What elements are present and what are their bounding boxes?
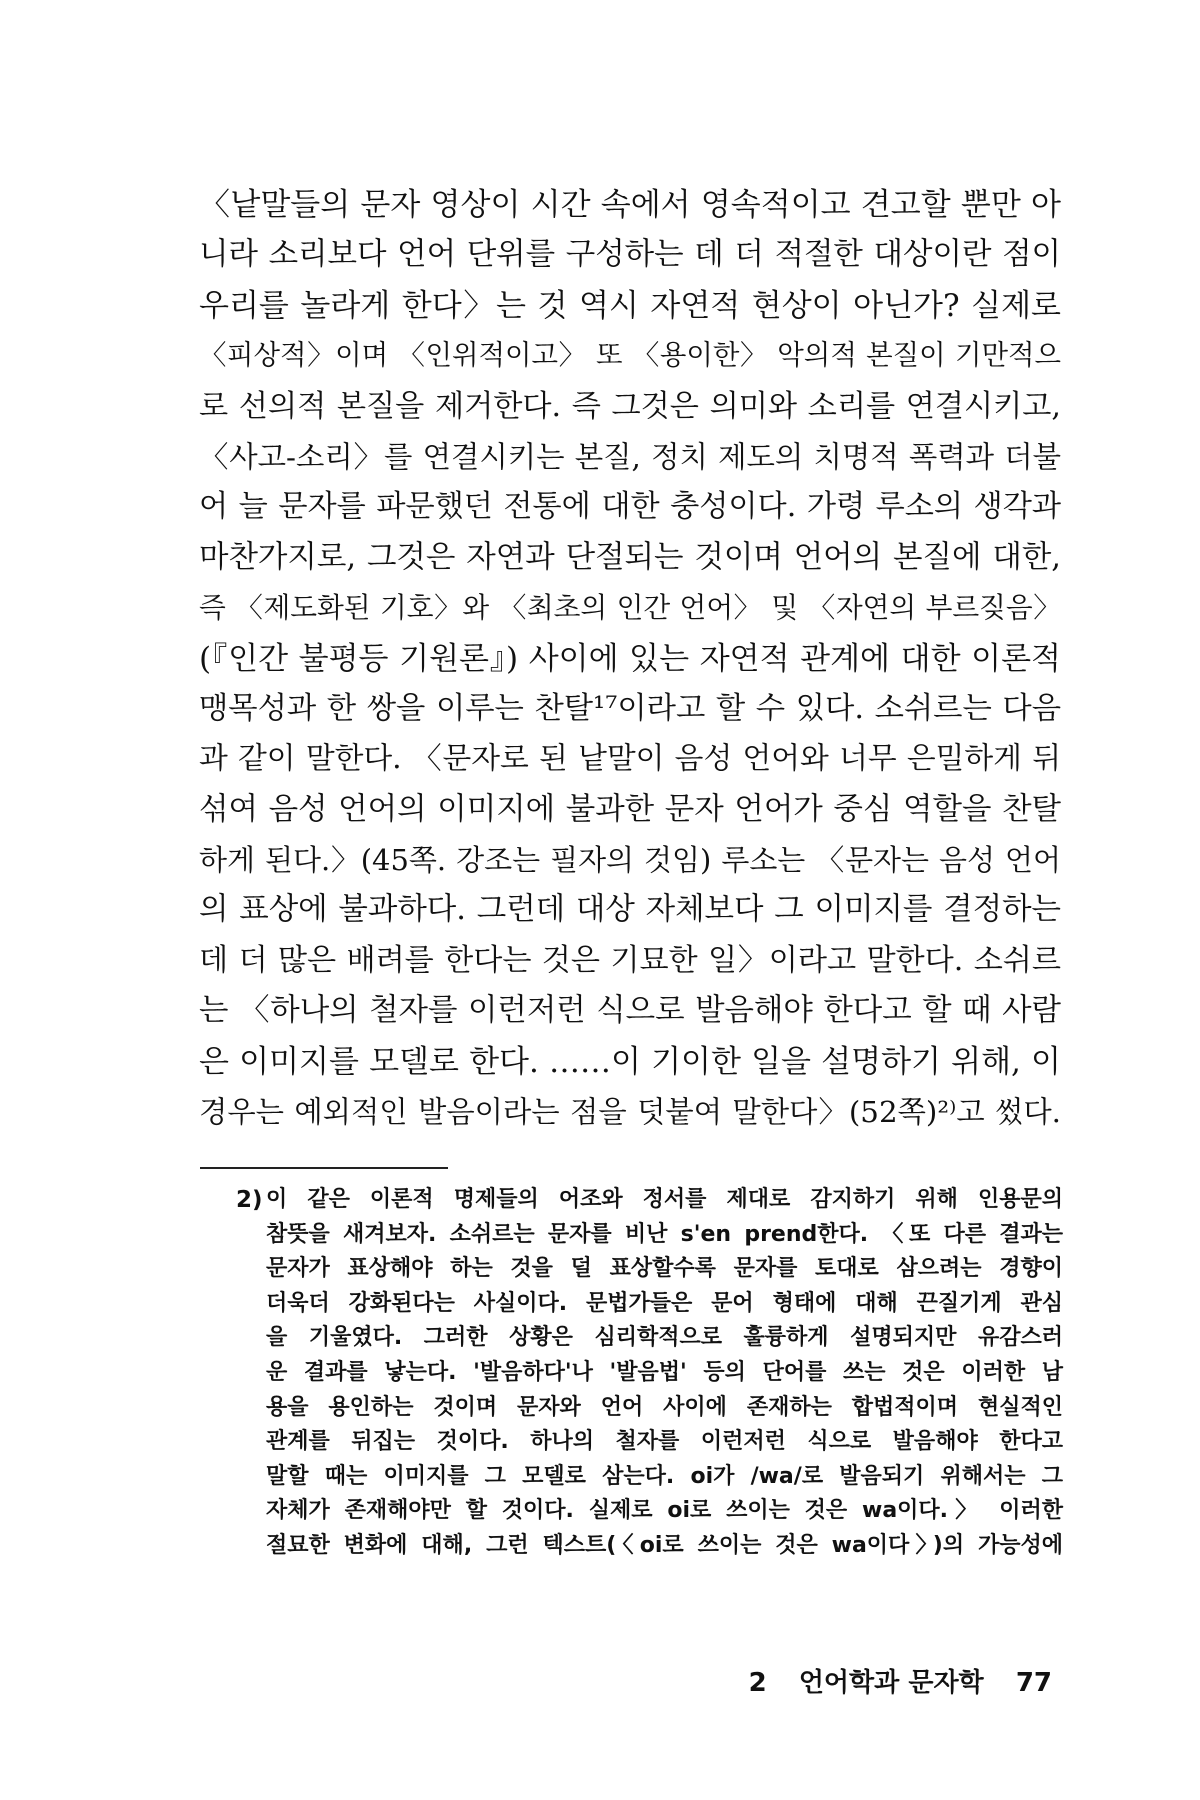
body-text xyxy=(199,180,1061,1137)
body-line: 는 〈하나의 철자를 이런저런 식으로 발음해야 한다고 할 때 사람 xyxy=(199,993,1061,1029)
footnote-line: 더욱더 강화된다는 사실이다. 문법가들은 문어 형태에 대해 끈질기게 관심 xyxy=(266,1290,1063,1316)
page-number: 77 xyxy=(1015,1668,1052,1698)
footnote-line: 운 결과를 낳는다. '발음하다'나 '발음법' 등의 단어를 쓰는 것은 이러한 남 xyxy=(266,1359,1063,1385)
body-line: 로 선의적 본질을 제거한다. 즉 그것은 의미와 소리를 연결시키고, xyxy=(199,388,1061,424)
footnote-line: 절묘한 변화에 대해, 그런 텍스트(〈oi로 쓰이는 것은 wa이다〉)의 가능성에 xyxy=(266,1532,1063,1558)
body-line: (『인간 불평등 기원론』) 사이에 있는 자연적 관계에 대한 이론적 xyxy=(199,640,1061,677)
footnote-line: 말할 때는 이미지를 그 모델로 삼는다. oi가 /wa/로 발음되기 위해서는 그 xyxy=(266,1463,1063,1489)
footnote-line: 관계를 뒤집는 것이다. 하나의 철자를 이런저런 식으로 발음해야 한다고 xyxy=(266,1429,1063,1455)
body-line: 〈사고-소리〉를 연결시키는 본질, 정치 제도의 치명적 폭력과 더불 xyxy=(199,439,1061,474)
footnote-line: 을 기울였다. 그러한 상황은 심리학적으로 훌륭하게 설명되지만 유감스러 xyxy=(266,1325,1063,1351)
running-footer xyxy=(749,1662,1052,1699)
body-line: 맹목성과 한 쌍을 이루는 찬탈¹⁷이라고 할 수 있다. 소쉬르는 다음 xyxy=(199,690,1061,726)
chapter-title: 언어학과 문자학 xyxy=(798,1668,984,1698)
footnote-line: 용을 용인하는 것이며 문자와 언어 사이에 존재하는 합법적이며 현실적인 xyxy=(266,1394,1063,1420)
body-line: 어 늘 문자를 파문했던 전통에 대한 충성이다. 가령 루소의 생각과 xyxy=(199,489,1061,525)
body-line: 마찬가지로, 그것은 자연과 단절되는 것이며 언어의 본질에 대한, xyxy=(199,539,1061,575)
body-line: 니라 소리보다 언어 단위를 구성하는 데 더 적절한 대상이란 점이 xyxy=(199,237,1061,273)
body-line: 즉 〈제도화된 기호〉와 〈최초의 인간 언어〉 및 〈자연의 부르짖음〉 xyxy=(199,591,1061,625)
body-line: 하게 된다.〉(45쪽. 강조는 필자의 것임) 루소는 〈문자는 음성 언어 xyxy=(199,843,1061,878)
body-line: 〈낱말들의 문자 영상이 시간 속에서 영속적이고 견고할 뿐만 아 xyxy=(199,187,1061,223)
body-line: 의 표상에 불과하다. 그런데 대상 자체보다 그 이미지를 결정하는 xyxy=(199,892,1061,928)
footnote-line: 문자가 표상해야 하는 것을 덜 표상할수록 문자를 토대로 삼으려는 경향이 xyxy=(266,1256,1063,1282)
footnote-line: 자체가 존재해야만 할 것이다. 실제로 oi로 쓰이는 것은 wa이다.〉 이러한 xyxy=(266,1498,1063,1524)
body-line: 경우는 예외적인 발음이라는 점을 덧붙여 말한다〉(52쪽)²⁾고 썼다. xyxy=(199,1095,1061,1130)
body-line: 우리를 놀라게 한다〉는 것 역시 자연적 현상이 아닌가? 실제로 xyxy=(199,287,1061,324)
body-line: 섞여 음성 언어의 이미지에 불과한 문자 언어가 중심 역할을 찬탈 xyxy=(199,791,1061,827)
body-line: 은 이미지를 모델로 한다. ……이 기이한 일을 설명하기 위해, 이 xyxy=(199,1043,1061,1080)
body-line: 〈피상적〉이며 〈인위적이고〉 또 〈용이한〉 악의적 본질이 기만적으 xyxy=(199,340,1061,372)
footnote-separator xyxy=(200,1167,448,1169)
body-line: 과 같이 말한다. 〈문자로 된 낱말이 음성 언어와 너무 은밀하게 뒤 xyxy=(199,741,1061,777)
footnote-text xyxy=(266,1183,1063,1564)
body-line: 데 더 많은 배려를 한다는 것은 기묘한 일〉이라고 말한다. 소쉬르 xyxy=(199,942,1061,978)
chapter-number: 2 xyxy=(748,1668,767,1698)
footnote-line: 참뜻을 새겨보자. 소쉬르는 문자를 비난 s'en prend한다. 〈또 다른 결과는 xyxy=(266,1221,1063,1247)
footnote-line: 이 같은 이론적 명제들의 어조와 정서를 제대로 감지하기 위해 인용문의 xyxy=(266,1187,1063,1212)
footnote-number: 2) xyxy=(236,1187,263,1213)
